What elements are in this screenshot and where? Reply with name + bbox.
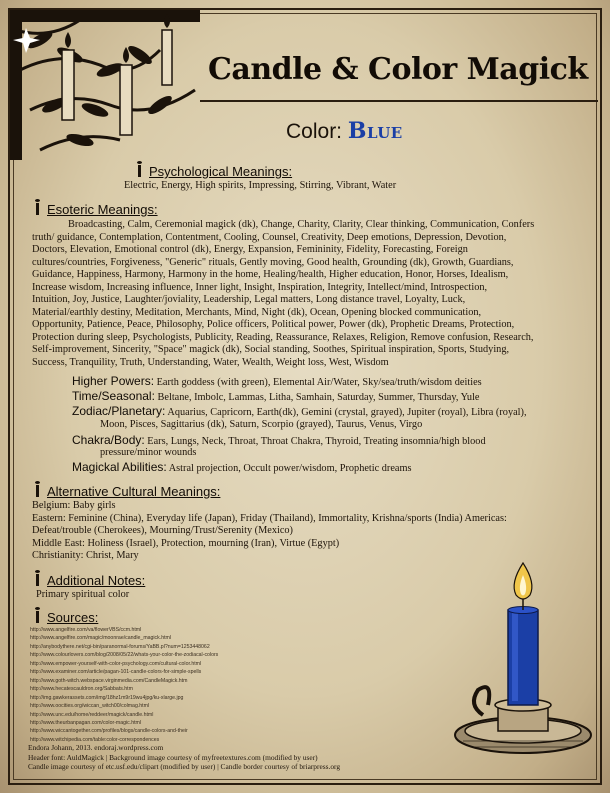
alternative-line: Middle East: Holiness (Israel), Protection, mourning (Iran), Virtue (Egypt): [32, 537, 340, 549]
alternative-line: Defeat/trouble (Cherokees), Mourning/Trust/Serenity (Mexico): [32, 525, 293, 536]
time-seasonal-label: Time/Seasonal:: [72, 389, 155, 403]
source-link[interactable]: http://www.empower-yourself-with-color-psychology.com/cultural-color.html: [30, 660, 202, 667]
alternative-text: [32, 500, 592, 563]
chakra-value: Ears, Lungs, Neck, Throat, Throat Chakra, Thyroid, Treating insomnia/high blood: [147, 436, 486, 447]
source-link[interactable]: http://www.witchipedia.com/table:color-correspondences: [30, 736, 160, 743]
source-link[interactable]: http://www.goth-witch.webspace.virginmedia.com/CandleMagick.htm: [30, 677, 188, 684]
esoteric-line: Broadcasting, Calm, Ceremonial magick (dk), Change, Charity, Clarity, Clear thinking, Communication, Confers: [68, 219, 535, 230]
magickal-abilities-label: Magickal Abilities:: [72, 460, 167, 474]
candle-bullet-icon: [36, 611, 39, 623]
candle-bullet-icon: [138, 165, 141, 177]
zodiac-row: [72, 405, 527, 420]
source-link[interactable]: http://www.oocities.org/wiccan_witch00/colmag.html: [30, 703, 150, 710]
source-link[interactable]: http://www.wiccantogether.com/profiles/blogs/candle-colors-and-their: [30, 728, 188, 735]
chakra-label: Chakra/Body:: [72, 433, 145, 447]
higher-powers-value: Earth goddess (with green), Elemental Air/Water, Sky/sea/truth/wisdom deities: [156, 377, 482, 388]
color-heading: [286, 118, 403, 144]
source-link[interactable]: http://www.examiner.com/article/pagan-101-candle-colors-for-simple-spells: [30, 669, 202, 676]
candle-bullet-icon: [36, 574, 39, 586]
source-link[interactable]: http://anybodythere.net/cgi-bin/paranormal-forums/YaBB.pl?num=1253448062: [30, 643, 210, 650]
psychological-text: Electric, Energy, High spirits, Impressing, Stirring, Vibrant, Water: [124, 180, 397, 191]
psychological-heading: [138, 164, 292, 179]
esoteric-line: Intuition, Joy, Justice, Laughter/joviality, Leadership, Legal matters, Long distance travel, Loyalty, Luck,: [32, 294, 466, 305]
esoteric-line: Doctors, Elevation, Emotional control (dk), Energy, Expansion, Femininity, Fidelity, Forecasting, Foreign: [32, 244, 468, 255]
color-value: Blue: [347, 118, 403, 144]
source-link[interactable]: http://www.colourlovers.com/blog/2008/05/22/whats-your-color-the-zodiacal-colors: [30, 652, 219, 659]
sources-heading-label: Sources:: [47, 610, 99, 625]
source-link[interactable]: http://img.gawkerassets.com/img/18hz1m9r19wu4jpg/ku-xlarge.jpg: [30, 694, 184, 701]
sources-heading: [36, 610, 98, 625]
esoteric-line: truth/ guidance, Contemplation, Contentment, Cooling, Counsel, Creativity, Deep emotions, Depression, Devotion,: [32, 231, 507, 243]
esoteric-text: [32, 219, 592, 369]
esoteric-line: Increase wisdom, Increasing influence, Inner light, Insight, Inspiration, Integrity, Intellect/mind, Introspection,: [32, 281, 488, 293]
color-label: Color:: [286, 120, 343, 143]
blue-candle-illustration: [438, 555, 598, 760]
candle-bullet-icon: [36, 203, 39, 215]
candle-bullet-icon: [36, 485, 39, 497]
alternative-heading: [36, 484, 220, 499]
notes-heading-label: Additional Notes:: [47, 573, 146, 588]
higher-powers-label: Higher Powers:: [72, 374, 155, 388]
alternative-line: Eastern: Feminine (China), Everyday life (Japan), Friday (Thailand), Immortality, Krishna/sports (India) Americas:: [32, 512, 507, 524]
esoteric-heading-label: Esoteric Meanings:: [47, 202, 158, 217]
time-seasonal-value: Beltane, Imbolc, Lammas, Litha, Samhain, Saturday, Summer, Thursday, Yule: [157, 392, 480, 403]
esoteric-line: Protection during sleep, Psychologists, Publicity, Reading, Reassurance, Relaxes, Religion, Remove confusion, Research,: [32, 331, 534, 343]
notes-text: Primary spiritual color: [36, 589, 130, 600]
higher-powers-row: [72, 375, 482, 390]
time-seasonal-row: [72, 390, 479, 405]
alternative-line: Belgium: Baby girls: [32, 500, 116, 511]
corner-candles-illustration: [10, 10, 200, 160]
page-title: Candle & Color Magick: [208, 52, 588, 87]
title-divider: [200, 100, 598, 102]
credits-images: Candle image courtesy of etc.usf.edu/clipart (modified by user) | Candle border courtesy of briarpress.org: [28, 762, 341, 771]
source-link[interactable]: http://www.unc.edu/home/reddeer/magick/candle.html: [30, 711, 154, 718]
notes-heading: [36, 573, 145, 588]
magickal-abilities-value: Astral projection, Occult power/wisdom, Prophetic dreams: [168, 463, 412, 474]
source-link[interactable]: http://www.hecatescauldron.org/Sabbats.htm: [30, 686, 133, 693]
zodiac-value: Aquarius, Capricorn, Earth(dk), Gemini (crystal, grayed), Jupiter (royal), Libra (royal),: [167, 407, 527, 418]
source-link[interactable]: http://www.theurbanpagan.com/color-magic.html: [30, 719, 142, 726]
esoteric-heading: [36, 202, 158, 217]
source-link[interactable]: http://www.angelfire.com/magic/moonrae/candle_magick.html: [30, 635, 171, 642]
zodiac-row-continued: Moon, Pisces, Sagittarius (dk), Saturn, Scorpio (grayed), Taurus, Venus, Virgo: [100, 419, 423, 430]
chakra-row-continued: pressure/minor wounds: [100, 447, 197, 458]
credits-author: Endora Johann, 2013. endoraj.wordpress.com: [28, 743, 164, 752]
esoteric-line: Self-improvement, Sincerity, "Space" magick (dk), Social standing, Soothes, Spiritual inspiration, Sports, Studying,: [32, 344, 510, 355]
esoteric-line: Material/earthly destiny, Meditation, Merchants, Mind, Night (dk), Ocean, Opening blocked communication,: [32, 306, 482, 318]
credits-fonts: Header font: AuldMagick | Background image courtesy of myfreetextures.com (modified by user): [28, 752, 318, 762]
psychological-heading-label: Psychological Meanings:: [149, 164, 293, 179]
source-link[interactable]: http://www.angelfire.com/va/flowerVBS/ccm.html: [30, 627, 142, 633]
esoteric-line: cultures/countries, Forgiveness, "Generic" rituals, Gently moving, Good health, Grounding (dk), Growth, Guardians,: [32, 256, 514, 268]
zodiac-label: Zodiac/Planetary:: [72, 404, 166, 418]
magickal-abilities-row: [72, 461, 412, 476]
alternative-heading-label: Alternative Cultural Meanings:: [47, 484, 221, 499]
alternative-line: Christianity: Christ, Mary: [32, 550, 139, 561]
esoteric-line: Guidance, Happiness, Harmony, Harmony in the home, Healing/health, Higher education, Honor, Horses, Idealism,: [32, 269, 509, 280]
sources-list: [30, 626, 330, 744]
esoteric-line: Success, Tranquility, Truth, Understanding, Water, Wealth, Weight loss, West, Wisdom: [32, 356, 389, 368]
esoteric-line: Opportunity, Patience, Peace, Philosophy, Police officers, Political power, Power (dk), Prophetic Dreams, Protection,: [32, 319, 515, 330]
